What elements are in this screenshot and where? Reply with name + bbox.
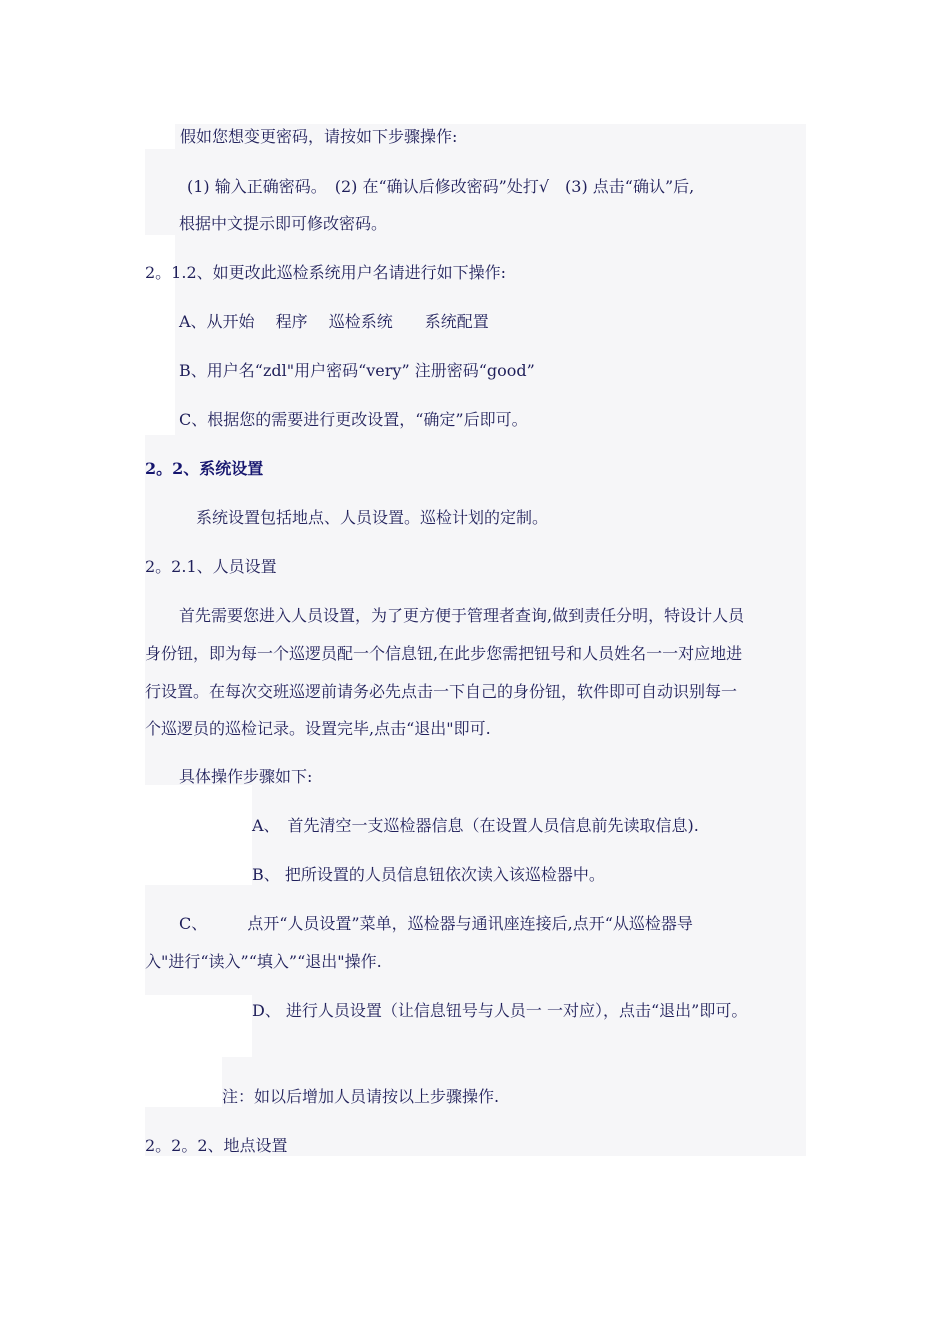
personnel-step-c-cont: 入"进行“读入”“填入”“退出"操作. xyxy=(145,952,382,971)
step-b-credentials: B、用户名“zdl"用户密码“very” 注册密码“good” xyxy=(179,361,535,380)
password-change-intro: 假如您想变更密码，请按如下步骤操作: xyxy=(180,127,458,146)
step-a-menu-path: A、从开始 程序 巡检系统 系统配置 xyxy=(179,312,489,331)
note-add-personnel: 注：如以后增加人员请按以上步骤操作. xyxy=(222,1087,500,1106)
step-c-confirm: C、根据您的需要进行更改设置，“确定”后即可。 xyxy=(179,410,528,429)
personnel-step-d: D、 进行人员设置（让信息钮号与人员一 一对应），点击“退出”即可。 xyxy=(252,1001,748,1020)
personnel-paragraph-line-2: 身份钮，即为每一个巡逻员配一个信息钮,在此步您需把钮号和人员姓名一一对应地进 xyxy=(145,644,743,663)
personnel-step-b: B、 把所设置的人员信息钮依次读入该巡检器中。 xyxy=(252,865,605,884)
password-change-steps: (1) 输入正确密码。 (2) 在“确认后修改密码”处打√ (3) 点击“确认”后, xyxy=(187,177,695,196)
personnel-paragraph-line-4: 个巡逻员的巡检记录。设置完毕,点击“退出"即可. xyxy=(145,719,491,738)
section-2-1-2-heading: 2。1.2、如更改此巡检系统用户名请进行如下操作: xyxy=(145,263,507,282)
shade-block-6 xyxy=(145,885,806,995)
steps-intro: 具体操作步骤如下: xyxy=(179,767,313,786)
section-2-2-heading: 2。2、系统设置 xyxy=(145,459,264,478)
system-settings-summary: 系统设置包括地点、人员设置。巡检计划的定制。 xyxy=(196,508,549,527)
section-2-2-1-heading: 2。2.1、人员设置 xyxy=(145,557,277,576)
personnel-paragraph-line-1: 首先需要您进入人员设置，为了更方便于管理者查询,做到责任分明，特设计人员 xyxy=(179,606,745,625)
section-2-2-2-heading: 2。2。2、地点设置 xyxy=(145,1136,288,1155)
personnel-step-a: A、 首先清空一支巡检器信息（在设置人员信息前先读取信息). xyxy=(252,816,699,835)
personnel-paragraph-line-3: 行设置。在每次交班巡逻前请务必先点击一下自己的身份钮，软件即可自动识别每一 xyxy=(145,682,738,701)
password-change-steps-cont: 根据中文提示即可修改密码。 xyxy=(179,214,388,233)
personnel-step-c: C、 点开“人员设置”菜单，巡检器与通讯座连接后,点开“从巡检器导 xyxy=(179,914,693,933)
